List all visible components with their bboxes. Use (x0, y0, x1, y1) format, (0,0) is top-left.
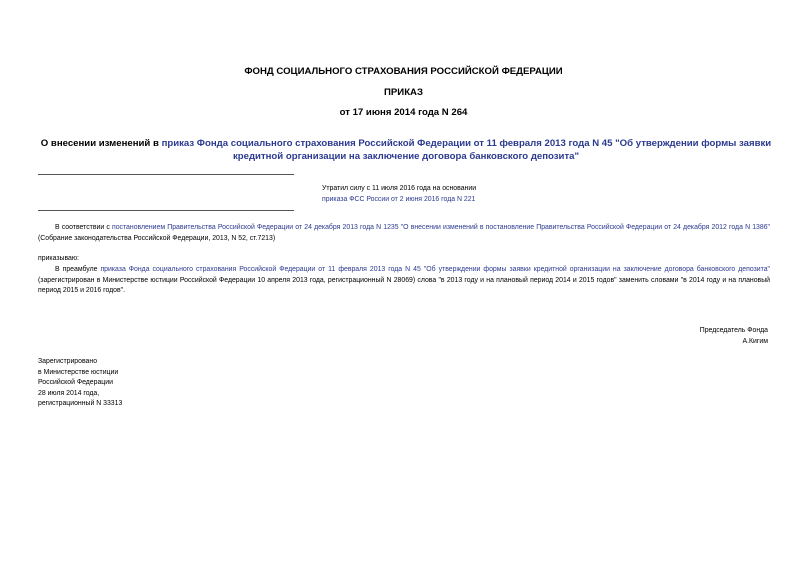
title-prefix: О внесении изменений в (40, 138, 162, 149)
repeal-notice-text: Утратил силу с 11 июля 2016 года на основании (322, 185, 477, 192)
preamble-link[interactable]: постановлением Правительства Российской Федерации от 24 декабря 2013 года N 1235 "О внесении изменений в постановление Правительства Российской Федерации от 24 декабря 2012 года N 1386" (111, 224, 770, 231)
body-link[interactable]: приказа Фонда социального страхования Российской Федерации от 11 февраля 2013 года N 45 "Об утверждении формы заявки кредитной организации на заключение договора банковского депозита" (100, 266, 770, 273)
body-prefix: В преамбуле (55, 266, 101, 273)
org-heading: ФОНД СОЦИАЛЬНОГО СТРАХОВАНИЯ РОССИЙСКОЙ ФЕДЕРАЦИИ (244, 66, 563, 77)
bottom-divider (38, 210, 294, 211)
body-paragraph (38, 265, 770, 297)
repeal-notice (322, 184, 622, 205)
registration-line: Российской Федерации (38, 379, 113, 386)
order-word: приказываю: (38, 255, 79, 262)
repeal-notice-link[interactable]: приказа ФСС России от 2 июня 2016 года N 221 (322, 195, 476, 203)
preamble-suffix: (Собрание законодательства Российской Федерации, 2013, N 52, ст.7213) (38, 234, 276, 242)
registration-line: в Министерстве юстиции (38, 368, 119, 376)
registration-block (38, 357, 238, 410)
date-number-heading: от 17 июня 2014 года N 264 (339, 107, 468, 118)
doc-type-heading: ПРИКАЗ (384, 87, 423, 98)
preamble-paragraph (38, 223, 770, 244)
registration-line: регистрационный N 33313 (38, 400, 123, 407)
body-suffix: (зарегистрирован в Министерстве юстиции Российской Федерации 10 апреля 2013 года, регистрационный N 28069) слова "в 2013 году и на плановый период 2014 и 2015 годов" заменить словами "в 2014 году и на плановый период 2015 и 2016 годов". (38, 276, 770, 294)
signature-block (570, 326, 768, 347)
signature-name: А.Кигим (742, 337, 768, 345)
top-divider (38, 174, 294, 175)
document-title (36, 137, 776, 163)
signature-position: Председатель Фонда (699, 327, 768, 334)
preamble-prefix: В соответствии с (55, 224, 112, 231)
registration-line: 28 июля 2014 года, (38, 389, 100, 397)
registration-line: Зарегистрировано (38, 358, 98, 365)
title-link[interactable]: приказ Фонда социального страхования Российской Федерации от 11 февраля 2013 года N 45 "Об утверждении формы заявки кредитной организации на заключение договора банковского депозита" (161, 138, 772, 162)
